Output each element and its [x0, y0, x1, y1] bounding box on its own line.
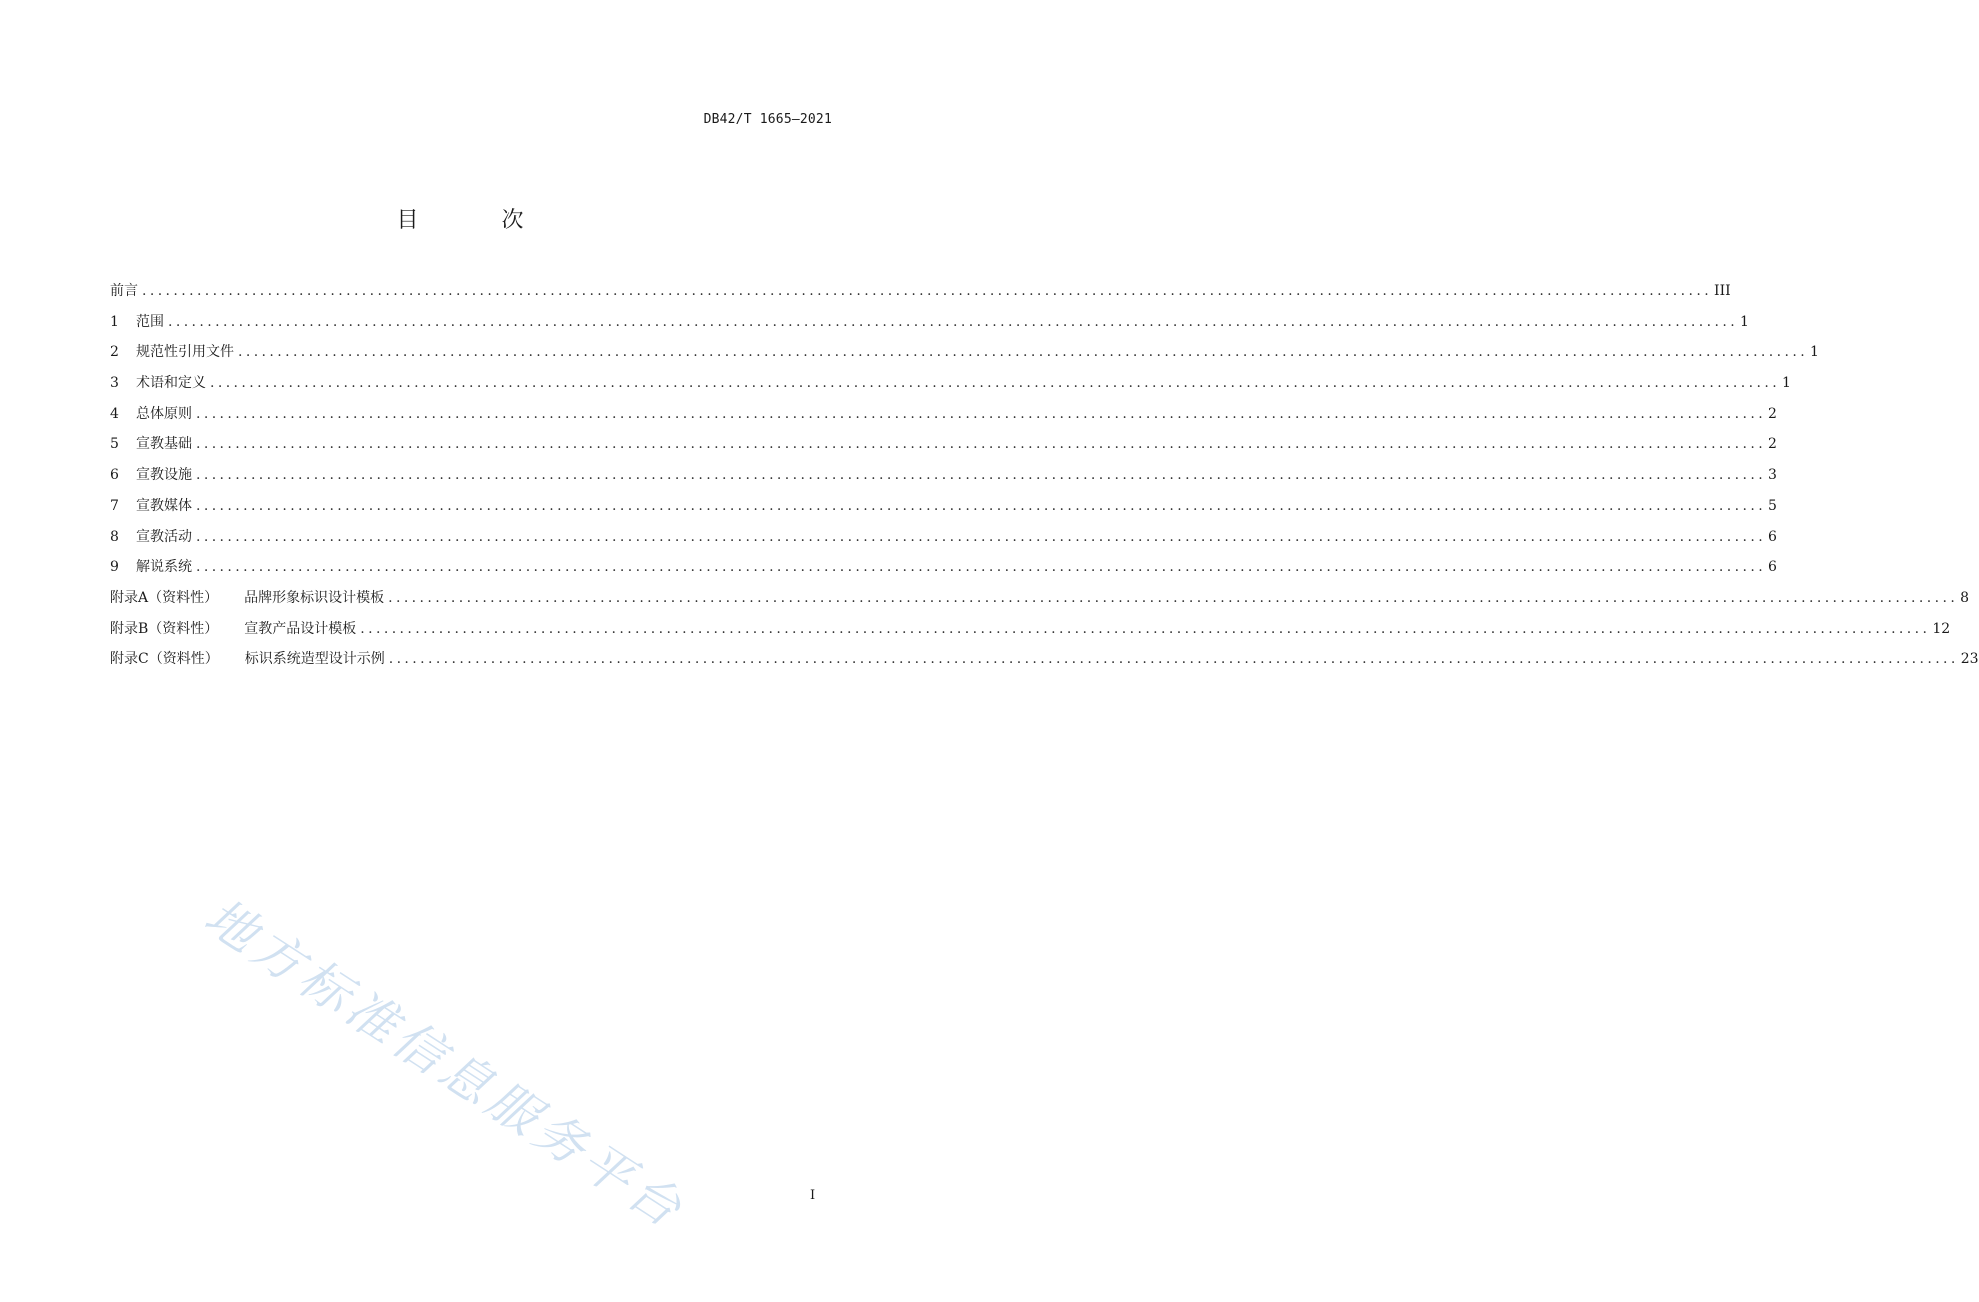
- toc-entry-label: 宣教产品设计模板: [244, 620, 357, 637]
- toc-entry-label: 宣教设施: [136, 467, 192, 484]
- toc-entry-page: 3: [1768, 467, 1777, 484]
- toc-entry-label: 品牌形象标识设计模板: [244, 589, 385, 606]
- toc-entry-page: 1: [1740, 313, 1749, 330]
- toc-entry-label: 宣教媒体: [136, 497, 192, 514]
- toc-dot-leader: ........................................................................................................................................................................................................: [238, 344, 1809, 361]
- toc-entry-number: 8: [110, 528, 119, 545]
- toc-entry[interactable]: [110, 311, 1749, 342]
- toc-entry[interactable]: [110, 464, 1777, 495]
- toc-entry[interactable]: [110, 280, 1731, 311]
- toc-entry-page: 23: [1960, 651, 1979, 668]
- toc-entry[interactable]: [110, 372, 1791, 403]
- toc-entry[interactable]: [110, 556, 1777, 587]
- toc-entry-page: 2: [1768, 436, 1777, 453]
- toc-entry[interactable]: [110, 526, 1777, 557]
- toc-entry-label: 解说系统: [136, 559, 192, 576]
- toc-entry-page: 8: [1960, 589, 1970, 606]
- toc-entry[interactable]: [110, 618, 1951, 649]
- toc-entry-number: 3: [110, 375, 119, 392]
- toc-entry-label: 标识系统造型设计示例: [244, 651, 385, 668]
- toc-entry-number: 附录A（资料性）: [110, 589, 219, 606]
- toc-dot-leader: ........................................................................................................................................................................................................: [196, 497, 1767, 514]
- toc-entry-page: 6: [1768, 528, 1777, 545]
- page-number: I: [810, 1188, 816, 1203]
- toc-entry-label: 宣教活动: [136, 528, 192, 545]
- toc-entry-number: 2: [110, 344, 119, 361]
- toc-entry[interactable]: [110, 495, 1777, 526]
- document-code: DB42/T 1665—2021: [703, 112, 832, 127]
- watermark: 地方标准信息服务平台: [194, 887, 696, 1241]
- toc-entry[interactable]: [110, 403, 1777, 434]
- toc-entry[interactable]: [110, 648, 1979, 679]
- toc-entry-page: 6: [1768, 559, 1777, 576]
- toc-dot-leader: ........................................................................................................................................................................................................: [388, 589, 1959, 606]
- toc-entry[interactable]: [110, 341, 1819, 372]
- toc-dot-leader: ........................................................................................................................................................................................................: [142, 283, 1713, 299]
- toc-entry-page: 1: [1782, 375, 1791, 392]
- toc-entry-number: 4: [110, 405, 119, 422]
- toc-entry-label: 宣教基础: [136, 436, 192, 453]
- toc-entry-label: 总体原则: [136, 405, 192, 422]
- toc-entry-page: 1: [1810, 344, 1819, 361]
- toc-dot-leader: ........................................................................................................................................................................................................: [196, 559, 1767, 576]
- toc-dot-leader: ........................................................................................................................................................................................................: [360, 620, 1931, 637]
- toc-entry-page: 2: [1768, 405, 1777, 422]
- toc-entry-page: 5: [1768, 497, 1777, 514]
- page-title: 目 次: [396, 208, 562, 233]
- toc-entry-page: III: [1714, 283, 1731, 299]
- toc-dot-leader: ........................................................................................................................................................................................................: [210, 375, 1781, 392]
- toc-entry-label: 前言: [110, 283, 138, 299]
- toc-entry-number: 1: [110, 313, 119, 330]
- toc-entry-number: 附录B（资料性）: [110, 620, 219, 637]
- table-of-contents: [110, 280, 1979, 679]
- toc-entry-label: 术语和定义: [136, 375, 206, 392]
- toc-entry-number: 6: [110, 467, 119, 484]
- toc-dot-leader: ........................................................................................................................................................................................................: [196, 467, 1767, 484]
- toc-entry-page: 12: [1932, 620, 1951, 637]
- toc-entry-number: 9: [110, 559, 119, 576]
- toc-dot-leader: ........................................................................................................................................................................................................: [196, 528, 1767, 545]
- toc-dot-leader: ........................................................................................................................................................................................................: [196, 436, 1767, 453]
- toc-entry-number: 5: [110, 436, 119, 453]
- toc-entry-number: 7: [110, 497, 119, 514]
- toc-entry-label: 规范性引用文件: [136, 344, 234, 361]
- toc-entry-number: 附录C（资料性）: [110, 651, 219, 668]
- toc-dot-leader: ........................................................................................................................................................................................................: [196, 405, 1767, 422]
- toc-dot-leader: ........................................................................................................................................................................................................: [168, 313, 1739, 330]
- toc-dot-leader: ........................................................................................................................................................................................................: [388, 651, 1959, 668]
- toc-entry[interactable]: [110, 587, 1970, 618]
- toc-entry[interactable]: [110, 433, 1777, 464]
- toc-entry-label: 范围: [136, 313, 164, 330]
